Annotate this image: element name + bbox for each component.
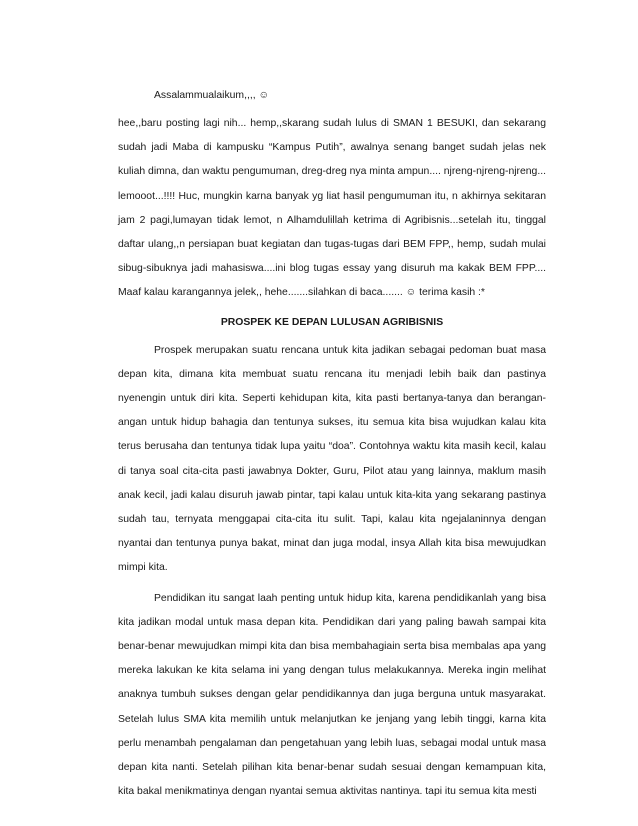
intro-paragraph: hee,,baru posting lagi nih... hemp,,skarang sudah lulus di SMAN 1 BESUKI, dan sekarang sudah jadi Maba di kampusku “Kampus Putih”, awalnya senang banget sudah jelas nek kuliah dimna, dan waktu pengumuman, dreg-dreg nya minta ampun.... njreng-njreng-njreng... lemooot...!!!! Huc, mungkin karna banyak yg liat hasil pengumuman itu, n akhirnya sekitaran jam 2 pagi,lumayan tidak lemot, n Alhamdulillah ketrima di Agribisnis...setelah itu, tinggal daftar ulang,,n persiapan buat kegiatan dan tugas-tugas dari BEM FPP,, hemp, sudah mulai sibug-sibuknya jadi mahasiswa....ini blog tugas essay yang disuruh ma kakak BEM FPP.... Maaf kalau karangannya jelek,, hehe.......silahkan di baca....... ☺ terima kasih :* — [118, 118, 546, 299]
document-body — [118, 84, 546, 804]
greeting-line: Assalammualaikum,,,, ☺ — [154, 90, 270, 101]
body-paragraph-1: Prospek merupakan suatu rencana untuk kita jadikan sebagai pedoman buat masa depan kita, dimana kita membuat suatu rencana itu menjadi lebih baik dan pastinya nyenengin untuk diri kita. Seperti kehidupan kita, kita pasti bertanya-tanya dan berangan-angan untuk hidup bahagia dan tentunya sukses, itu semua kita bisa wujudkan kalau kita terus berusaha dan tentunya tidak lupa yaitu “doa”. Contohnya waktu kita masih kecil, kalau di tanya soal cita-cita pasti jawabnya Dokter, Guru, Pilot atau yang lainnya, maklum masih anak kecil, jadi kalau disuruh jawab pintar, tapi kalau untuk kita-kita yang sekarang pastinya sudah tau, ternyata menggapai cita-cita itu sulit. Tapi, kalau kita ngejalaninnya dengan nyantai dan tentunya punya bakat, minat dan juga modal, insya Allah kita bisa mewujudkan mimpi kita. — [118, 344, 546, 574]
body-paragraph-2: Pendidikan itu sangat laah penting untuk hidup kita, karena pendidikanlah yang bisa kita jadikan modal untuk masa depan kita. Pendidikan dari yang paling bawah sampai kita benar-benar mewujudkan mimpi kita dan bisa membahagiain serta bisa membalas apa yang mereka lakukan ke kita selama ini yang dengan tulus melakukannya. Mereka ingin melihat anaknya tumbuh sukses dengan gelar pendidikannya dan juga berguna untuk masyarakat. Setelah lulus SMA kita memilih untuk melanjutkan ke jenjang yang lebih tinggi, karna kita perlu menambah pengalaman dan pengetahuan yang lebih luas, sebagai modal untuk masa depan kita nanti. Setelah pilihan kita benar-benar sudah sesuai dengan kemampuan kita, kita bakal menikmatinya dengan nyantai semua aktivitas nantinya. tapi itu semua kita mesti — [118, 592, 546, 798]
document-title: PROSPEK KE DEPAN LULUSAN AGRIBISNIS — [220, 316, 444, 328]
